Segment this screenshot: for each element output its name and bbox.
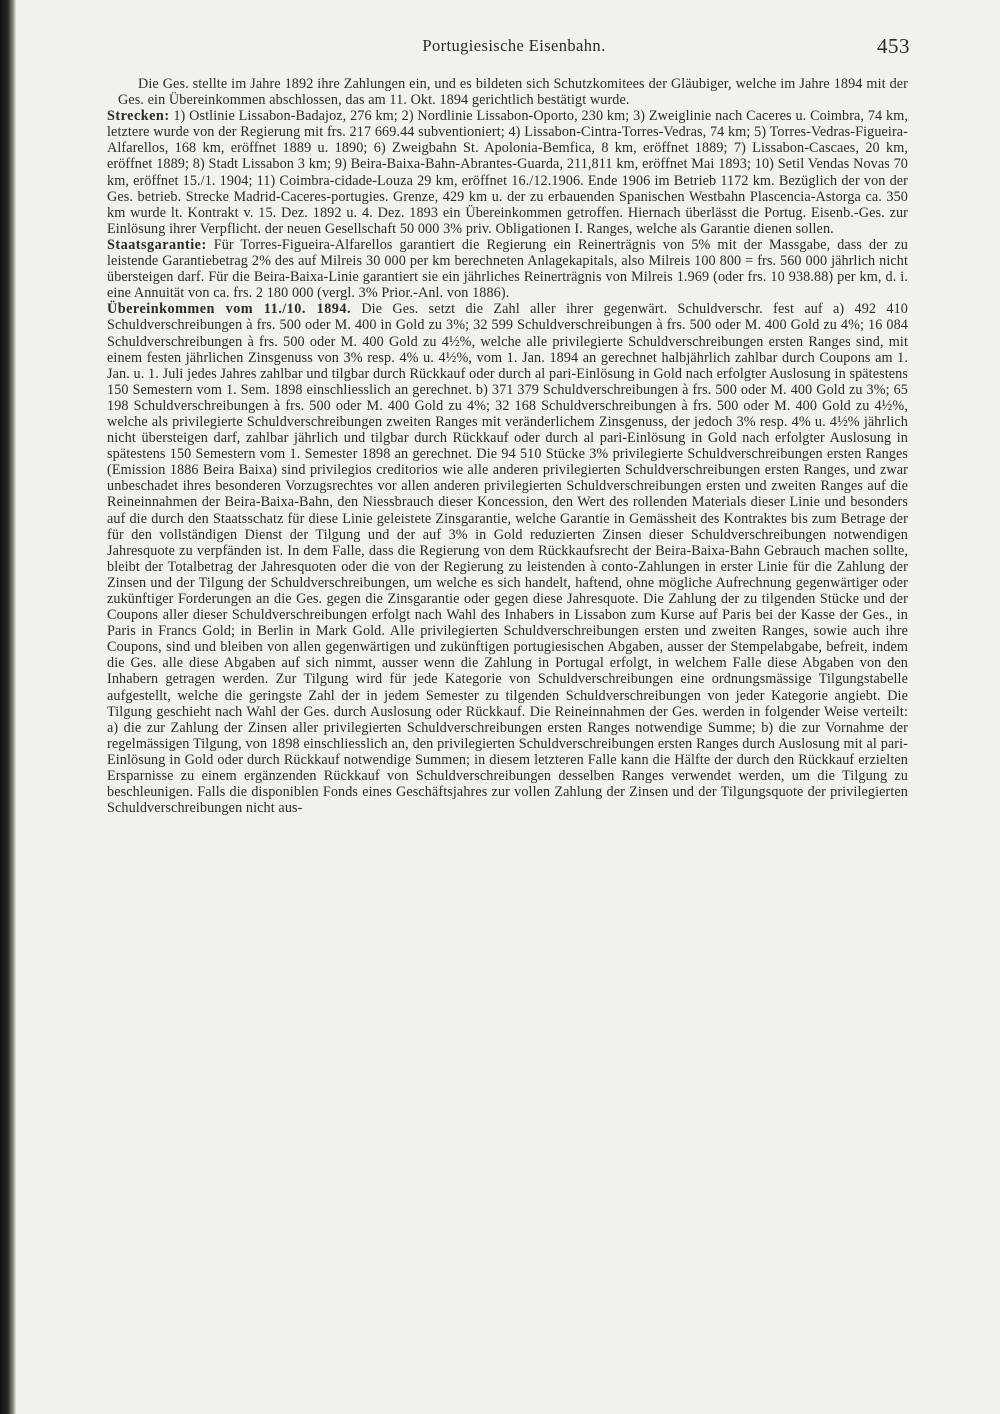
staatsgarantie-paragraph bbox=[107, 237, 908, 301]
running-title: Portugiesische Eisenbahn. bbox=[422, 36, 606, 55]
uebereinkommen-paragraph bbox=[107, 301, 908, 816]
staatsgarantie-heading: Staatsgarantie: bbox=[107, 236, 207, 253]
uebereinkommen-heading: Übereinkommen vom 11./10. 1894. bbox=[107, 301, 352, 318]
strecken-text: 1) Ostlinie Lissabon-Badajoz, 276 km; 2) Nordlinie Lissabon-Oporto, 230 km; 3) Zweiglinie nach Caceres u. Coimbra, 74 km, letztere wurde von der Regierung mit frs. 217 669.44 subventioniert; 4) Lissabon-Cintra-Torres-Vedras, 74 km; 5) Torres-Vedras-Figueira-Alfarellos, 168 km, eröffnet 1889 u. 1890; 6) Zweigbahn St. Apolonia-Bemfica, 8 km, eröffnet 1889; 7) Lissabon-Cascaes, 20 km, eröffnet 1889; 8) Stadt Lissabon 3 km; 9) Beira-Baixa-Bahn-Abrantes-Guarda, 211,811 km, eröffnet Mai 1893; 10) Setil Vendas Novas 70 km, eröffnet 15./1. 1904; 11) Coimbra-cidade-Louza 29 km, eröffnet 16./12.1906. Ende 1906 im Betrieb 1172 km. Bezüglich der von der Ges. betrieb. Strecke Madrid-Caceres-portugies. Grenze, 429 km u. der zu erbauenden Spanischen Westbahn Plascencia-Astorga ca. 350 km wurde lt. Kontrakt v. 15. Dez. 1892 u. 4. Dez. 1893 ein Übereinkommen getroffen. Hiernach überlässt die Portug. Eisenb.-Ges. zur Einlösung ihrer Verpflicht. der neuen Gesellschaft 50 000 3% priv. Obligationen I. Ranges, welche als Garantie dienen sollen. bbox=[107, 108, 908, 237]
running-head bbox=[118, 36, 910, 62]
strecken-heading: Strecken: bbox=[107, 108, 170, 125]
intro-paragraph: Die Ges. stellte im Jahre 1892 ihre Zahlungen ein, und es bildeten sich Schutzkomitees der Gläubiger, welche im Jahre 1894 mit der Ges. ein Übereinkommen abschlossen, das am 11. Okt. 1894 gerichtlich bestätigt wurde. bbox=[118, 76, 908, 109]
uebereinkommen-text: Die Ges. setzt die Zahl aller ihrer gegenwärt. Schuldverschr. fest auf a) 492 410 Schuldverschreibungen à frs. 500 oder M. 400 in Gold zu 3%; 32 599 Schuldverschreibungen à frs. 500 oder M. 400 Gold zu 4%; 16 084 Schuldverschreibungen à frs. 500 oder M. 400 Gold zu 4½%, welche alle privilegierte Schuldverschreibungen ersten Ranges sind, mit einem festen jährlichen Zinsgenuss von 3% resp. 4% u. 4½%, vom 1. Jan. 1894 an gerechnet halbjährlich zahlbar durch Coupons am 1. Jan. u. 1. Juli jedes Jahres zahlbar und tilgbar durch Rückkauf oder durch al pari-Einlösung in Gold nach erfolgter Auslosung in spätestens 150 Semestern vom 1. Sem. 1898 einschliesslich an gerechnet. b) 371 379 Schuldverschreibungen à frs. 500 oder M. 400 Gold zu 3%; 65 198 Schuldverschreibungen à frs. 500 oder M. 400 Gold zu 4%; 32 168 Schuldverschreibungen à frs. 500 oder M. 400 Gold zu 4½%, welche als privilegierte Schuldverschreibungen zweiten Ranges mit veränderlichem Zinsgenuss, der jedoch 3% resp. 4% u. 4½% jährlich nicht übersteigen darf, zahlbar jährlich und tilgbar durch Rückkauf oder durch al pari-Einlösung in Gold nach erfolgter Auslosung in spätestens 150 Semestern vom 1. Semester 1898 an gerechnet. Die 94 510 Stücke 3% privilegierte Schuldverschreibungen ersten Ranges (Emission 1886 Beira Baixa) sind privilegios creditorios wie alle anderen privilegierten Schuldverschreibungen ersten Ranges, und zwar unbeschadet ihres besonderen Vorzugsrechtes vor allen anderen privilegierten Schuldverschreibungen ersten und zweiten Ranges auf die Reineinnahmen der Beira-Baixa-Bahn, den Niessbrauch dieser Koncession, den Wert des rollenden Materials dieser Linie und besonders auf die durch den Staatsschatz für diese Linie geleistete Zinsgarantie, welche Garantie in Gemässheit des Kontraktes bis zum Betrage der für den vollständigen Dienst der Tilgung und der auf 3% in Gold reduzierten Zinsen dieser Schuldverschreibungen notwendigen Jahresquote zu verpfänden ist. In dem Falle, dass die Regierung von dem Rückkaufsrecht der Beira-Baixa-Bahn Gebrauch machen sollte, bleibt der Totalbetrag der Jahresquoten oder die von der Regierung zu leistenden à conto-Zahlungen in erster Linie für die Zahlung der Zinsen und der Tilgung der Schuldverschreibungen, um welche es sich handelt, haftend, ohne mögliche Aufrechnung gegenwärtiger oder zukünftiger Forderungen an die Ges. gegen die Zinsgarantie oder gegen diese Jahresquote. Die Zahlung der zu tilgenden Stücke und der Coupons aller dieser Schuldverschreibungen erfolgt nach Wahl des Inhabers in Lissabon zum Kurse auf Paris bei der Kasse der Ges., in Paris in Francs Gold; in Berlin in Mark Gold. Alle privilegierten Schuldverschreibungen ersten und zweiten Ranges, sowie auch ihre Coupons, sind und bleiben von allen gegenwärtigen und zukünftigen portugiesischen Abgaben, ausser der Stempelabgabe, befreit, indem die Ges. alle diese Abgaben auf sich nimmt, ausser wenn die Zahlung in Portugal erfolgt, in welchem Falle diese Abgaben von den Inhabern getragen werden. Zur Tilgung wird für jede Kategorie von Schuldverschreibungen eine ordnungsmässige Tilgungstabelle aufgestellt, welche die geringste Zahl der in jedem Semester zu tilgenden Schuldverschreibungen von jeder Kategorie angiebt. Die Tilgung geschieht nach Wahl der Ges. durch Auslosung oder Rückkauf. Die Reineinnahmen der Ges. werden in folgender Weise verteilt: a) die zur Zahlung der Zinsen aller privilegierten Schuldverschreibungen ersten Ranges notwendige Summe; b) die zur Vornahme der regelmässigen Tilgung, von 1898 einschliesslich an, den privilegierten Schuldverschreibungen ersten Ranges durch Auslosung mit al pari-Einlösung in Gold oder durch Rückkauf notwendige Summen; in diesem letzteren Falle kann die Hälfte der durch den Rückkauf erzielten Ersparnisse zu einem ergänzenden Rückkauf von Schuldverschreibungen desselben Ranges verwendet werden, um die Tilgung zu beschleunigen. Falls die disponiblen Fonds eines Geschäftsjahres zur vollen Zahlung der Zinsen und der Tilgungsquote der privilegierten Schuldverschreibungen nicht aus- bbox=[107, 301, 908, 817]
page-number: 453 bbox=[877, 34, 910, 58]
binding-shadow bbox=[0, 0, 16, 1414]
staatsgarantie-text: Für Torres-Figueira-Alfarellos garantiert die Regierung ein Reinerträgnis von 5% mit der Massgabe, dass der zu leistende Garantiebetrag 2% des auf Milreis 30 000 per km berechneten Anlagekapitals, also Milreis 100 800 = frs. 560 000 jährlich nicht übersteigen darf. Für die Beira-Baixa-Linie garantiert sie ein jährliches Reinerträgnis von Milreis 1.969 (oder frs. 10 938.88) per km, d. i. eine Annuität von ca. frs. 2 180 000 (vergl. 3% Prior.-Anl. von 1886). bbox=[107, 236, 908, 302]
body-text bbox=[107, 76, 908, 817]
strecken-paragraph bbox=[107, 108, 908, 237]
